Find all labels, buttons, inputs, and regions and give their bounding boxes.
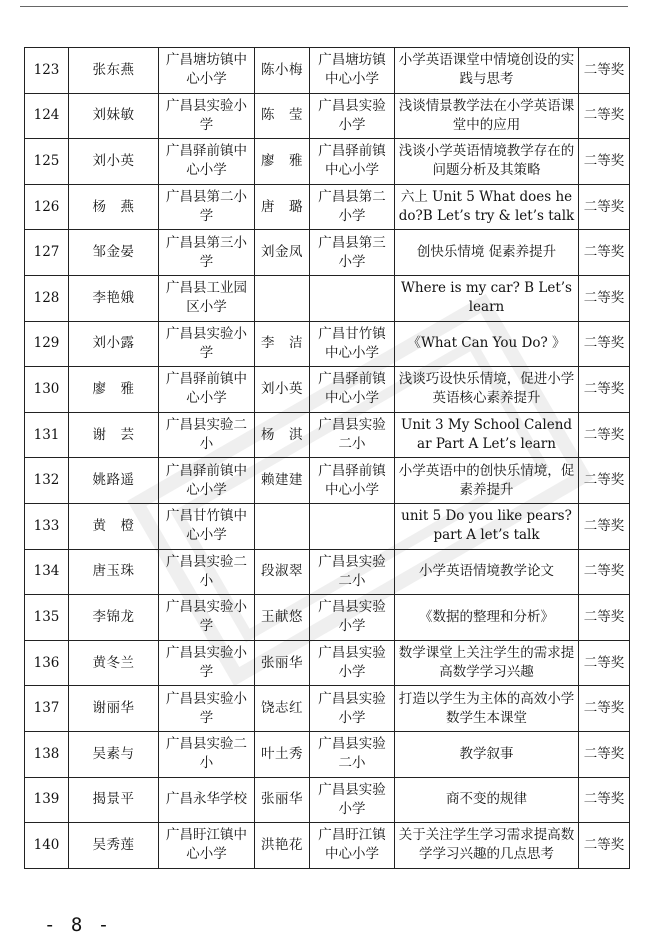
author-school: 广昌塘坊镇中心小学: [159, 48, 255, 94]
row-number: 127: [25, 230, 69, 276]
mentor-name: 杨 淇: [255, 412, 310, 458]
table-row: [25, 184, 630, 230]
author-school: 广昌县实验二小: [159, 731, 255, 777]
paper-title: 小学英语情境教学论文: [395, 549, 579, 595]
author-school: 广昌县第三小学: [159, 230, 255, 276]
mentor-school: [310, 503, 395, 549]
award-level: 二等奖: [579, 367, 630, 413]
author-name: 揭景平: [69, 777, 159, 823]
mentor-school: 广昌县实验小学: [310, 777, 395, 823]
mentor-school: 广昌县实验二小: [310, 412, 395, 458]
mentor-school: 广昌县第二小学: [310, 184, 395, 230]
row-number: 124: [25, 93, 69, 139]
mentor-school: 广昌驿前镇中心小学: [310, 367, 395, 413]
paper-title: 数学课堂上关注学生的需求提高数学学习兴趣: [395, 640, 579, 686]
table-row: [25, 686, 630, 732]
author-name: 廖 雅: [69, 367, 159, 413]
paper-title: unit 5 Do you like pears?part A let’s talk: [395, 503, 579, 549]
author-school: 广昌永华学校: [159, 777, 255, 823]
author-name: 黄冬兰: [69, 640, 159, 686]
paper-title: 小学英语课堂中情境创设的实践与思考: [395, 48, 579, 94]
author-name: 张东燕: [69, 48, 159, 94]
award-level: 二等奖: [579, 503, 630, 549]
row-number: 135: [25, 595, 69, 641]
award-level: 二等奖: [579, 549, 630, 595]
author-name: 姚路遥: [69, 458, 159, 504]
table-row: [25, 139, 630, 185]
table-row: [25, 777, 630, 823]
mentor-name: 赖建建: [255, 458, 310, 504]
table-row: [25, 731, 630, 777]
page-number: - 8 -: [44, 914, 112, 936]
table-row: [25, 48, 630, 94]
author-school: 广昌盱江镇中心小学: [159, 823, 255, 869]
paper-title: Unit 3 My School Calendar Part A Let’s learn: [395, 412, 579, 458]
author-school: 广昌县工业园区小学: [159, 275, 255, 321]
award-level: 二等奖: [579, 595, 630, 641]
award-table: [24, 47, 630, 869]
award-level: 二等奖: [579, 48, 630, 94]
author-name: 刘妹敏: [69, 93, 159, 139]
author-school: 广昌驿前镇中心小学: [159, 458, 255, 504]
award-level: 二等奖: [579, 458, 630, 504]
mentor-name: [255, 275, 310, 321]
row-number: 137: [25, 686, 69, 732]
table-row: [25, 93, 630, 139]
mentor-school: 广昌县实验小学: [310, 686, 395, 732]
mentor-name: 廖 雅: [255, 139, 310, 185]
paper-title: 《数据的整理和分析》: [395, 595, 579, 641]
author-name: 李艳娥: [69, 275, 159, 321]
award-level: 二等奖: [579, 777, 630, 823]
row-number: 136: [25, 640, 69, 686]
paper-title: 打造以学生为主体的高效小学数学生本课堂: [395, 686, 579, 732]
row-number: 133: [25, 503, 69, 549]
author-name: 吴秀莲: [69, 823, 159, 869]
author-name: 唐玉珠: [69, 549, 159, 595]
table-row: [25, 230, 630, 276]
award-level: 二等奖: [579, 184, 630, 230]
author-school: 广昌驿前镇中心小学: [159, 367, 255, 413]
award-level: 二等奖: [579, 230, 630, 276]
author-school: 广昌县实验二小: [159, 412, 255, 458]
mentor-school: 广昌盱江镇中心小学: [310, 823, 395, 869]
paper-title: 《What Can You Do? 》: [395, 321, 579, 367]
author-school: 广昌驿前镇中心小学: [159, 139, 255, 185]
paper-title: 六上 Unit 5 What does he do?B Let’s try & let’s talk: [395, 184, 579, 230]
row-number: 139: [25, 777, 69, 823]
author-name: 谢 芸: [69, 412, 159, 458]
award-level: 二等奖: [579, 686, 630, 732]
paper-title: 教学叙事: [395, 731, 579, 777]
table-row: [25, 275, 630, 321]
table-row: [25, 412, 630, 458]
mentor-name: 张丽华: [255, 777, 310, 823]
author-name: 邹金晏: [69, 230, 159, 276]
mentor-school: 广昌县第三小学: [310, 230, 395, 276]
mentor-name: 饶志红: [255, 686, 310, 732]
mentor-name: 唐 璐: [255, 184, 310, 230]
mentor-school: 广昌驿前镇中心小学: [310, 139, 395, 185]
award-level: 二等奖: [579, 321, 630, 367]
mentor-name: 刘小英: [255, 367, 310, 413]
mentor-name: 李 洁: [255, 321, 310, 367]
mentor-school: [310, 275, 395, 321]
mentor-name: 张丽华: [255, 640, 310, 686]
paper-title: Where is my car? B Let’s learn: [395, 275, 579, 321]
row-number: 131: [25, 412, 69, 458]
author-school: 广昌县实验小学: [159, 321, 255, 367]
table-row: [25, 549, 630, 595]
row-number: 138: [25, 731, 69, 777]
award-level: 二等奖: [579, 412, 630, 458]
mentor-name: 陈小梅: [255, 48, 310, 94]
author-school: 广昌县第二小学: [159, 184, 255, 230]
mentor-school: 广昌县实验小学: [310, 595, 395, 641]
row-number: 130: [25, 367, 69, 413]
mentor-school: 广昌塘坊镇中心小学: [310, 48, 395, 94]
author-school: 广昌县实验小学: [159, 595, 255, 641]
paper-title: 关于关注学生学习需求提高数学学习兴趣的几点思考: [395, 823, 579, 869]
table-row: [25, 367, 630, 413]
table-row: [25, 458, 630, 504]
mentor-school: 广昌驿前镇中心小学: [310, 458, 395, 504]
author-school: 广昌县实验二小: [159, 549, 255, 595]
row-number: 123: [25, 48, 69, 94]
author-name: 杨 燕: [69, 184, 159, 230]
author-name: 刘小英: [69, 139, 159, 185]
author-school: 广昌县实验小学: [159, 686, 255, 732]
row-number: 132: [25, 458, 69, 504]
row-number: 125: [25, 139, 69, 185]
table-row: [25, 595, 630, 641]
paper-title: 商不变的规律: [395, 777, 579, 823]
award-level: 二等奖: [579, 823, 630, 869]
author-name: 吴素与: [69, 731, 159, 777]
author-school: 广昌县实验小学: [159, 640, 255, 686]
paper-title: 浅谈巧设快乐情境，促进小学英语核心素养提升: [395, 367, 579, 413]
author-name: 谢丽华: [69, 686, 159, 732]
row-number: 134: [25, 549, 69, 595]
mentor-name: 王献悠: [255, 595, 310, 641]
paper-title: 浅谈小学英语情境教学存在的问题分析及其策略: [395, 139, 579, 185]
table-row: [25, 640, 630, 686]
mentor-name: 刘金凤: [255, 230, 310, 276]
table-row: [25, 503, 630, 549]
row-number: 140: [25, 823, 69, 869]
author-school: 广昌县实验小学: [159, 93, 255, 139]
row-number: 126: [25, 184, 69, 230]
mentor-school: 广昌县实验二小: [310, 731, 395, 777]
top-rule: [20, 6, 628, 7]
author-name: 黄 橙: [69, 503, 159, 549]
award-level: 二等奖: [579, 139, 630, 185]
row-number: 128: [25, 275, 69, 321]
mentor-name: 叶土秀: [255, 731, 310, 777]
award-level: 二等奖: [579, 275, 630, 321]
award-table-body: [25, 48, 630, 869]
award-level: 二等奖: [579, 93, 630, 139]
author-name: 刘小露: [69, 321, 159, 367]
table-row: [25, 823, 630, 869]
mentor-school: 广昌县实验二小: [310, 549, 395, 595]
row-number: 129: [25, 321, 69, 367]
mentor-school: 广昌县实验小学: [310, 640, 395, 686]
mentor-name: 洪艳花: [255, 823, 310, 869]
mentor-name: 陈 莹: [255, 93, 310, 139]
award-level: 二等奖: [579, 640, 630, 686]
paper-title: 小学英语中的创快乐情境，促素养提升: [395, 458, 579, 504]
table-row: [25, 321, 630, 367]
mentor-school: 广昌甘竹镇中心小学: [310, 321, 395, 367]
mentor-name: [255, 503, 310, 549]
paper-title: 浅谈情景教学法在小学英语课堂中的应用: [395, 93, 579, 139]
mentor-school: 广昌县实验小学: [310, 93, 395, 139]
award-level: 二等奖: [579, 731, 630, 777]
paper-title: 创快乐情境 促素养提升: [395, 230, 579, 276]
author-name: 李锦龙: [69, 595, 159, 641]
author-school: 广昌甘竹镇中心小学: [159, 503, 255, 549]
mentor-name: 段淑翠: [255, 549, 310, 595]
